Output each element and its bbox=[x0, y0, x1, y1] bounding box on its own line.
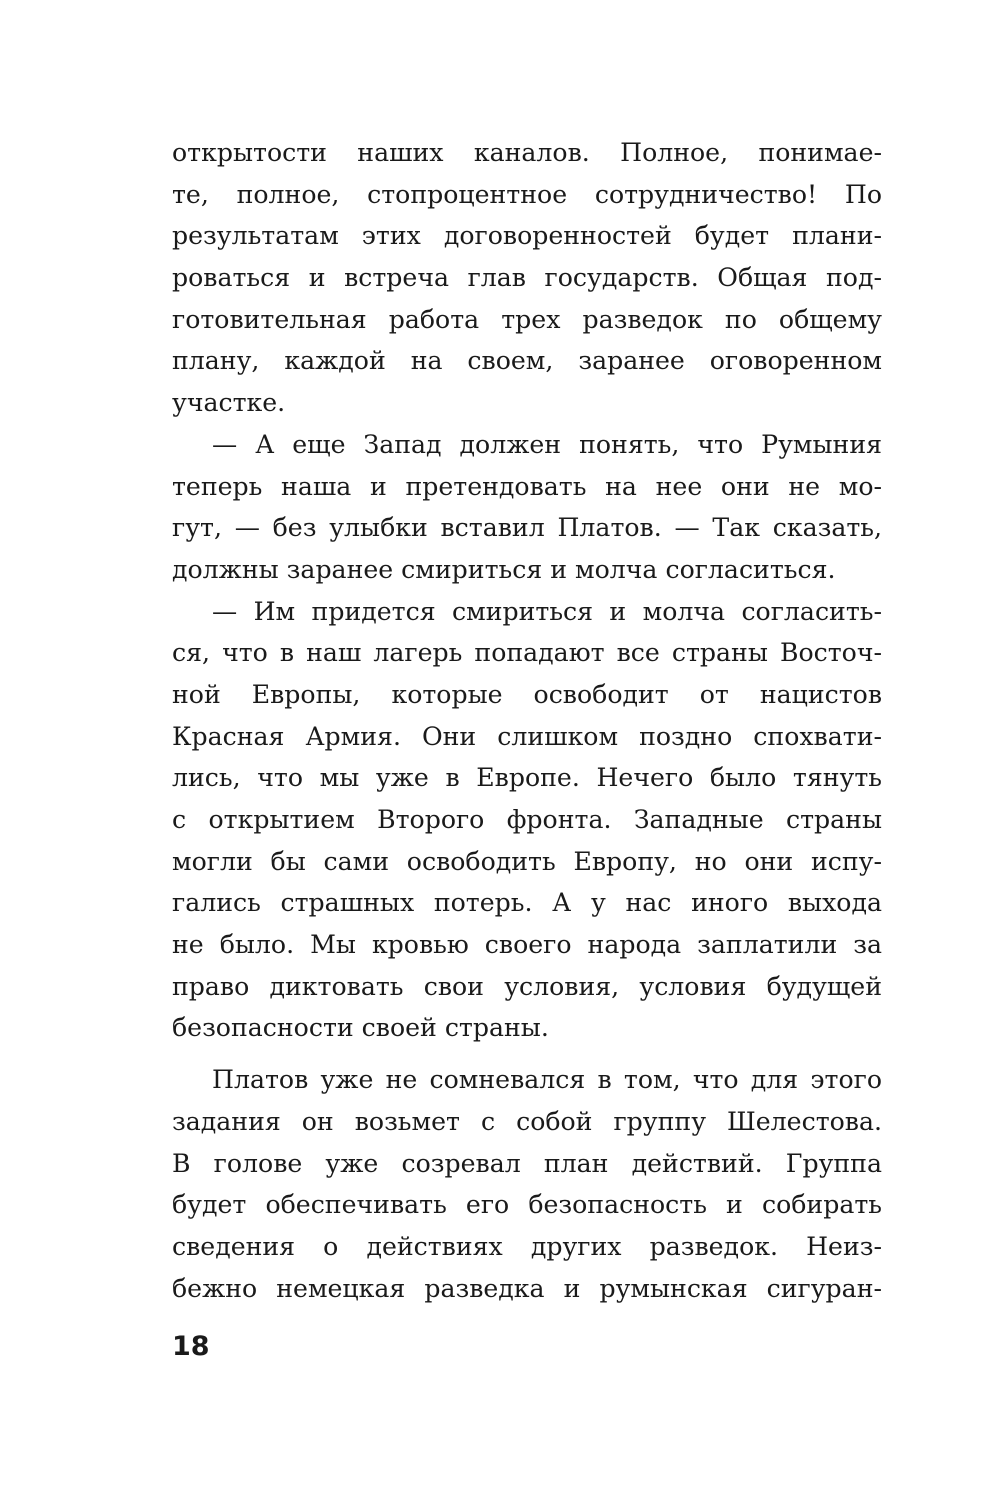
text-line: должны заранее смириться и молча согласиться. bbox=[172, 554, 836, 584]
text-line: — А еще Запад должен понять, что Румыния bbox=[212, 429, 882, 459]
text-line: ся, что в наш лагерь попадают все страны Восточ- bbox=[172, 638, 882, 668]
text-line: не было. Мы кровью своего народа заплатили за bbox=[172, 930, 882, 960]
text-line: ной Европы, которые освободит от нацистов bbox=[172, 679, 882, 709]
text-line: Платов уже не сомневался в том, что для этого bbox=[212, 1065, 882, 1095]
text-line: лись, что мы уже в Европе. Нечего было тянуть bbox=[172, 763, 882, 793]
text-line: могли бы сами освободить Европу, но они испу- bbox=[172, 846, 882, 876]
text-line: задания он возьмет с собой группу Шелестова. bbox=[172, 1106, 882, 1136]
text-line: готовительная работа трех разведок по общему bbox=[172, 304, 882, 334]
text-line: сведения о действиях других разведок. Неиз- bbox=[172, 1231, 882, 1261]
text-line: с открытием Второго фронта. Западные страны bbox=[172, 805, 882, 834]
text-line: роваться и встреча глав государств. Общая под- bbox=[172, 263, 882, 293]
text-line: те, полное, стопроцентное сотрудничество! По bbox=[172, 179, 882, 209]
text-line: результатам этих договоренностей будет плани- bbox=[172, 221, 882, 251]
text-line: гут, — без улыбки вставил Платов. — Так сказать, bbox=[172, 513, 882, 543]
text-line: В голове уже созревал план действий. Группа bbox=[172, 1148, 882, 1178]
text-line: — Им придется смириться и молча согласить- bbox=[212, 596, 882, 626]
text-line: гались страшных потерь. А у нас иного выхода bbox=[172, 888, 882, 918]
text-line: теперь наша и претендовать на нее они не мо- bbox=[172, 471, 882, 501]
text-line: право диктовать свои условия, условия будущей bbox=[172, 971, 882, 1001]
paragraph bbox=[172, 1059, 882, 1309]
text-line: безопасности своей страны. bbox=[172, 1013, 549, 1043]
paragraph bbox=[172, 132, 882, 424]
paragraph bbox=[172, 591, 882, 1050]
page-number: 18 bbox=[172, 1331, 210, 1362]
paragraph-gap bbox=[172, 1049, 882, 1059]
text-line: будет обеспечивать его безопасность и собирать bbox=[172, 1190, 882, 1220]
text-line: участке. bbox=[172, 388, 286, 418]
text-line: бежно немецкая разведка и румынская сигуран- bbox=[172, 1273, 882, 1303]
body-text bbox=[172, 132, 882, 1309]
paragraph bbox=[172, 424, 882, 591]
text-line: плану, каждой на своем, заранее оговоренном bbox=[172, 346, 882, 376]
text-line: Красная Армия. Они слишком поздно спохвати- bbox=[172, 721, 882, 751]
text-line: открытости наших каналов. Полное, понимае- bbox=[172, 138, 882, 167]
